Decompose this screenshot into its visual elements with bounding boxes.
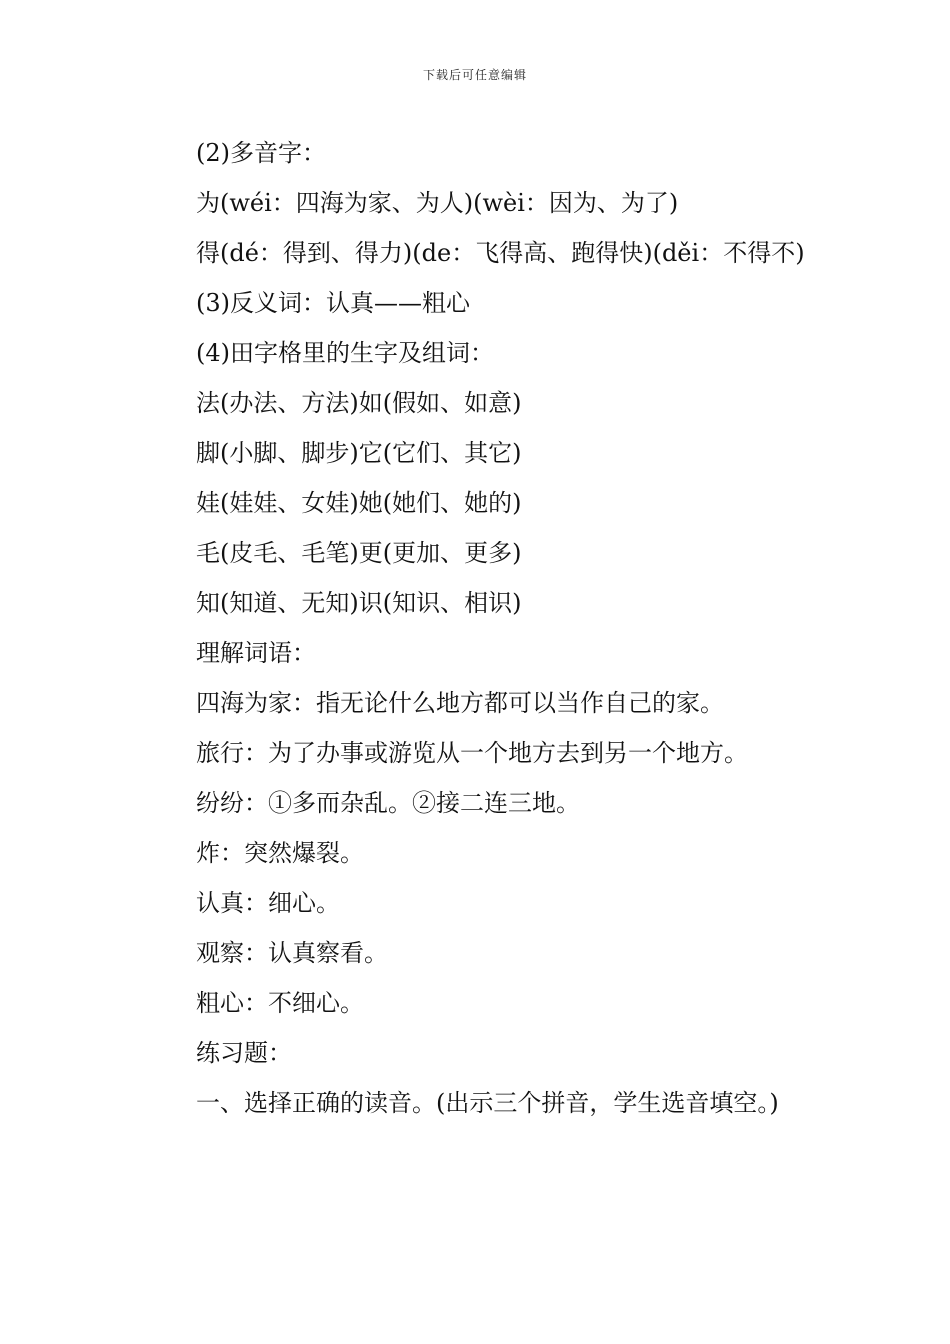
paragraph-polyphone-wei: 为(wéi：四海为家、为人)(wèi：因为、为了) xyxy=(196,189,679,217)
paragraph-polyphone-de: 得(dé：得到、得力)(de：飞得高、跑得快)(děi：不得不) xyxy=(196,239,805,267)
page-header: 下载后可任意编辑 xyxy=(422,68,527,82)
paragraph-definition-sihaiweijia: 四海为家：指无论什么地方都可以当作自己的家。 xyxy=(196,689,724,717)
paragraph-definition-lvxing: 旅行：为了办事或游览从一个地方去到另一个地方。 xyxy=(196,739,748,767)
paragraph-definition-guancha: 观察：认真察看。 xyxy=(196,939,388,967)
paragraph-words-wa-ta: 娃(娃娃、女娃)她(她们、她的) xyxy=(196,489,522,517)
paragraph-words-zhi-shi: 知(知道、无知)识(知识、相识) xyxy=(196,589,522,617)
paragraph-words-mao-geng: 毛(皮毛、毛笔)更(更加、更多) xyxy=(196,539,522,567)
paragraph-definition-zha: 炸：突然爆裂。 xyxy=(196,839,364,867)
paragraph-definition-cuxin: 粗心：不细心。 xyxy=(196,989,364,1017)
paragraph-character-grid-heading: (4)田字格里的生字及组词： xyxy=(196,339,494,367)
paragraph-antonym: (3)反义词：认真——粗心 xyxy=(196,289,470,317)
paragraph-definition-fenfen: 纷纷：①多而杂乱。②接二连三地。 xyxy=(196,789,580,817)
paragraph-exercise-one: 一、选择正确的读音。(出示三个拼音，学生选音填空。) xyxy=(196,1089,779,1117)
paragraph-words-jiao-ta: 脚(小脚、脚步)它(它们、其它) xyxy=(196,439,522,467)
paragraph-exercises-heading: 练习题： xyxy=(196,1039,292,1067)
paragraph-definition-renzhen: 认真：细心。 xyxy=(196,889,340,917)
paragraph-vocabulary-heading: 理解词语： xyxy=(196,639,316,667)
document-body xyxy=(146,128,810,1128)
paragraph-polyphone-heading: (2)多音字： xyxy=(196,139,326,167)
paragraph-words-fa-ru: 法(办法、方法)如(假如、如意) xyxy=(196,389,522,417)
